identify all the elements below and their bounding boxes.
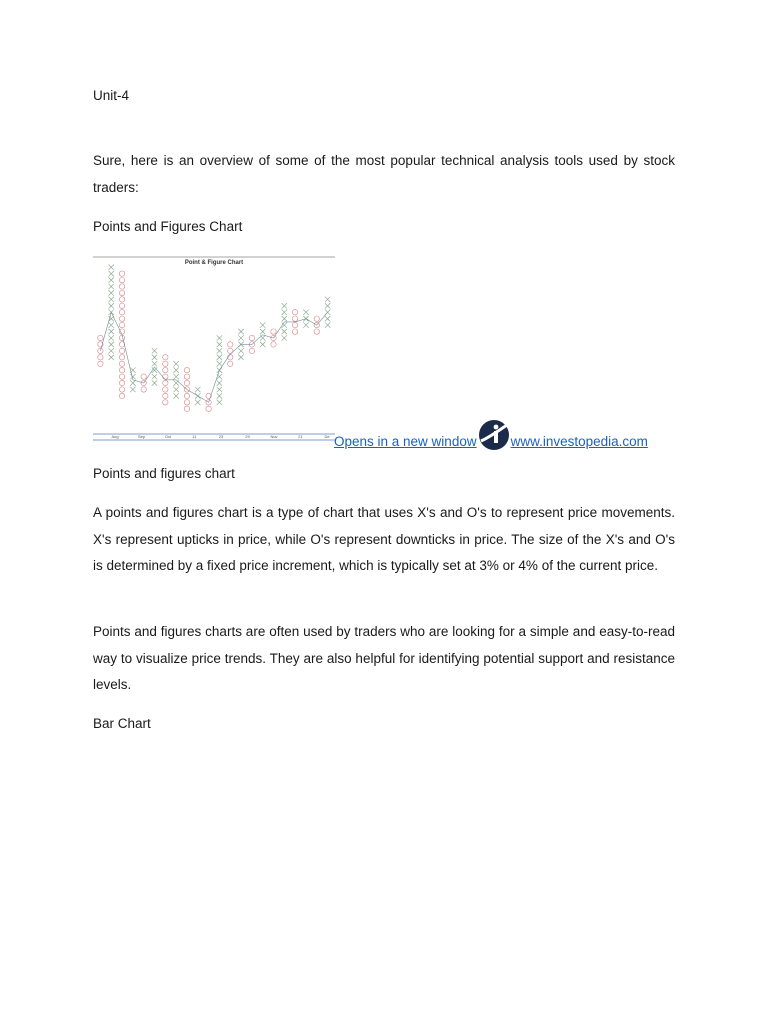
- x-tick-label: Nov: [270, 434, 278, 439]
- pf-x-mark: [109, 303, 114, 308]
- pf-x-mark: [303, 322, 308, 327]
- pf-o-mark: [314, 329, 319, 334]
- pf-o-mark: [249, 348, 254, 353]
- pf-x-mark: [260, 342, 265, 347]
- pf-x-mark: [303, 310, 308, 315]
- pf-x-mark: [109, 290, 114, 295]
- pf-o-mark: [119, 335, 124, 340]
- pf-o-mark: [292, 310, 297, 315]
- pf-o-mark: [249, 335, 254, 340]
- pf-o-mark: [119, 297, 124, 302]
- pf-x-mark: [282, 335, 287, 340]
- section-heading-bar-chart: Bar Chart: [93, 716, 151, 731]
- x-tick-label: 29: [245, 434, 250, 439]
- pf-o-mark: [163, 355, 168, 360]
- pf-o-mark: [184, 400, 189, 405]
- pf-x-mark: [238, 355, 243, 360]
- pf-o-mark: [119, 393, 124, 398]
- pf-x-mark: [130, 387, 135, 392]
- description-paragraph-1: A points and figures chart is a type of chart that uses X's and O's to represent price movements. X's represent upticks in price, while O's represent downticks in price. The size of the X's and O's is determined by a fixed price increment, which is typically set at 3% or 4% of the current price.: [93, 505, 675, 573]
- pf-x-mark: [109, 277, 114, 282]
- pf-x-mark: [173, 393, 178, 398]
- pf-o-mark: [184, 374, 189, 379]
- pf-x-mark: [152, 348, 157, 353]
- pf-o-mark: [119, 361, 124, 366]
- pf-o-mark: [271, 329, 276, 334]
- pf-x-mark: [109, 335, 114, 340]
- pf-o-mark: [119, 271, 124, 276]
- pf-x-mark: [109, 284, 114, 289]
- pf-o-mark: [98, 361, 103, 366]
- pf-x-mark: [152, 380, 157, 385]
- pf-o-mark: [206, 406, 211, 411]
- pf-x-mark: [238, 329, 243, 334]
- intro-paragraph: Sure, here is an overview of some of the most popular technical analysis tools used by stock traders:: [93, 153, 675, 195]
- pf-o-mark: [292, 316, 297, 321]
- chart-title: Point & Figure Chart: [184, 260, 244, 266]
- pf-o-mark: [163, 374, 168, 379]
- pf-o-mark: [163, 361, 168, 366]
- pf-o-mark: [119, 322, 124, 327]
- pf-o-mark: [98, 335, 103, 340]
- pf-x-mark: [217, 400, 222, 405]
- pf-o-mark: [163, 387, 168, 392]
- pf-o-mark: [98, 348, 103, 353]
- pf-o-mark: [184, 393, 189, 398]
- pf-o-mark: [119, 348, 124, 353]
- pf-x-mark: [152, 361, 157, 366]
- pf-x-mark: [217, 348, 222, 353]
- pf-x-mark: [130, 374, 135, 379]
- pf-o-mark: [163, 367, 168, 372]
- pf-x-mark: [217, 355, 222, 360]
- pf-x-mark: [217, 387, 222, 392]
- pf-o-mark: [228, 342, 233, 347]
- pf-x-mark: [109, 297, 114, 302]
- pf-o-mark: [119, 316, 124, 321]
- x-tick-label: De: [324, 434, 330, 439]
- pf-x-mark: [260, 329, 265, 334]
- pf-o-mark: [119, 303, 124, 308]
- pf-x-mark: [152, 355, 157, 360]
- unit-title: Unit-4: [93, 88, 130, 103]
- pf-o-mark: [98, 355, 103, 360]
- pf-x-mark: [217, 361, 222, 366]
- pf-x-mark: [217, 335, 222, 340]
- pf-x-mark: [109, 348, 114, 353]
- pf-x-mark: [173, 387, 178, 392]
- pf-x-mark: [195, 387, 200, 392]
- pf-o-mark: [228, 361, 233, 366]
- pf-o-mark: [184, 406, 189, 411]
- chart-caption: Points and figures chart: [93, 466, 235, 481]
- pf-x-mark: [217, 393, 222, 398]
- pf-o-mark: [184, 380, 189, 385]
- pf-x-mark: [173, 367, 178, 372]
- x-tick-label: Sep: [137, 434, 146, 439]
- pf-x-mark: [173, 361, 178, 366]
- pf-o-mark: [163, 393, 168, 398]
- pf-o-mark: [141, 387, 146, 392]
- pf-x-mark: [217, 342, 222, 347]
- pf-x-mark: [109, 342, 114, 347]
- pf-x-mark: [109, 265, 114, 270]
- pf-o-mark: [292, 329, 297, 334]
- x-tick-label: 23: [218, 434, 224, 439]
- pf-x-mark: [325, 316, 330, 321]
- x-tick-label: 11: [192, 434, 197, 439]
- pf-o-mark: [271, 342, 276, 347]
- x-tick-label: Oct: [164, 434, 172, 439]
- pf-x-mark: [109, 322, 114, 327]
- pf-x-mark: [238, 335, 243, 340]
- investopedia-link[interactable]: www.investopedia.com: [510, 433, 648, 449]
- pf-x-mark: [195, 400, 200, 405]
- pf-x-mark: [282, 303, 287, 308]
- pf-x-mark: [282, 310, 287, 315]
- point-figure-chart: [93, 256, 335, 442]
- section-heading-points-figures: Points and Figures Chart: [93, 219, 243, 234]
- pf-o-mark: [314, 316, 319, 321]
- pf-x-mark: [325, 297, 330, 302]
- point-figure-chart-svg: [93, 256, 335, 442]
- pf-o-mark: [163, 400, 168, 405]
- pf-x-mark: [173, 374, 178, 379]
- pf-o-mark: [163, 380, 168, 385]
- pf-x-mark: [152, 374, 157, 379]
- pf-x-mark: [109, 271, 114, 276]
- pf-o-mark: [119, 355, 124, 360]
- source-link-row: [334, 425, 648, 457]
- x-tick-label: Aug: [111, 434, 119, 439]
- pf-x-mark: [238, 348, 243, 353]
- pf-o-mark: [119, 290, 124, 295]
- pf-o-mark: [119, 329, 124, 334]
- pf-trend-line: [100, 312, 327, 402]
- pf-o-mark: [119, 277, 124, 282]
- pf-o-mark: [119, 310, 124, 315]
- x-tick-label: 21: [298, 434, 303, 439]
- pf-x-mark: [217, 380, 222, 385]
- pf-o-mark: [119, 387, 124, 392]
- pf-x-mark: [130, 380, 135, 385]
- pf-o-mark: [119, 380, 124, 385]
- pf-o-mark: [119, 284, 124, 289]
- pf-x-mark: [282, 329, 287, 334]
- pf-x-mark: [282, 316, 287, 321]
- pf-x-mark: [109, 355, 114, 360]
- pf-o-mark: [119, 367, 124, 372]
- pf-x-mark: [260, 322, 265, 327]
- pf-x-mark: [109, 329, 114, 334]
- pf-o-mark: [292, 322, 297, 327]
- pf-x-mark: [325, 322, 330, 327]
- pf-x-mark: [325, 303, 330, 308]
- investopedia-logo-icon: [478, 419, 510, 451]
- pf-o-mark: [119, 374, 124, 379]
- description-paragraph-2: Points and figures charts are often used by traders who are looking for a simple and easy-to-read way to visualize price trends. They are also helpful for identifying potential support and resistance levels.: [93, 624, 675, 692]
- open-new-window-link[interactable]: Opens in a new window: [334, 433, 477, 449]
- pf-o-mark: [184, 367, 189, 372]
- pf-o-mark: [141, 374, 146, 379]
